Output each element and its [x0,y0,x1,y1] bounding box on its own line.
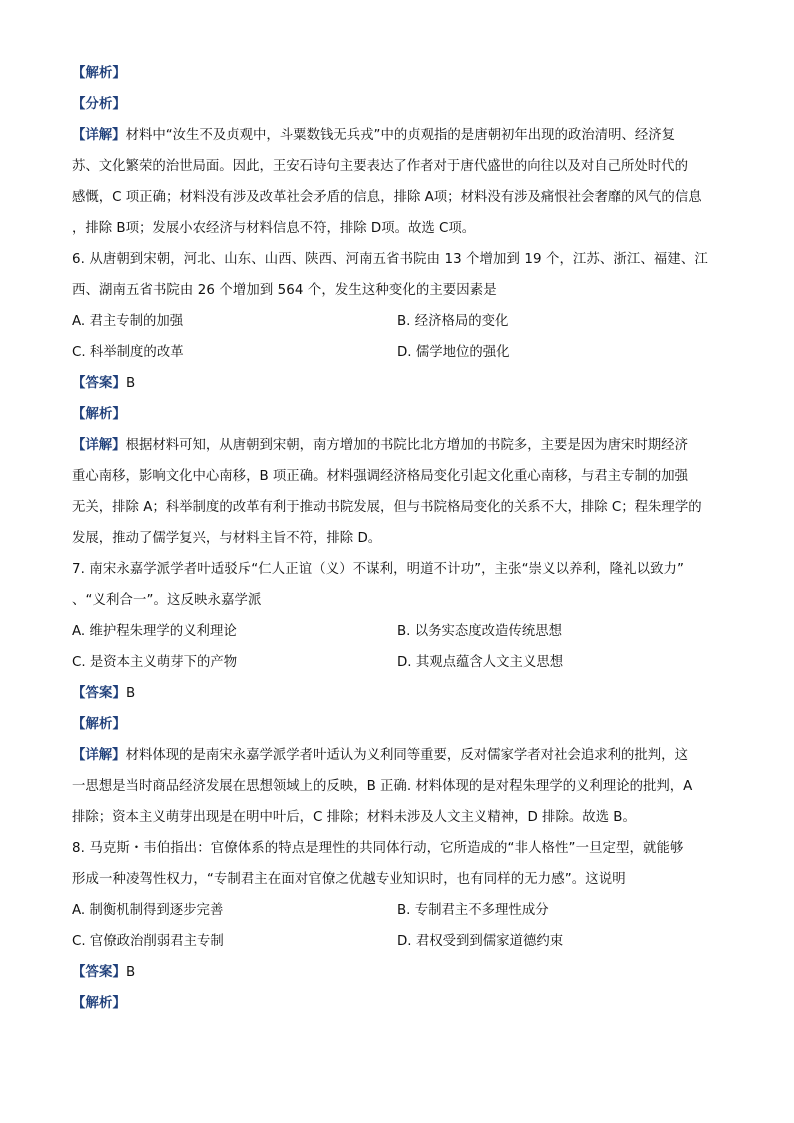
detail-line: 重心南移，影响文化中心南移，B 项正确。材料强调经济格局变化引起文化重心南移，与君主专制的加强 [72,469,689,484]
detail-line: 一思想是当时商品经济发展在思想领域上的反映，B 正确. 材料体现的是对程朱理学的义利理论的批判，A [72,779,693,794]
answer-line [72,368,724,399]
answer-line [72,957,724,988]
option-a: A. 制衡机制得到逐步完善 [72,903,224,918]
answer-line [72,678,724,709]
options-row [72,926,724,957]
options-row [72,306,724,337]
detail-line [72,120,724,151]
option-d: D. 其观点蕴含人文主义思想 [397,655,564,670]
options-row [72,647,724,678]
question-stem: 、“义利合一”。这反映永嘉学派 [72,593,262,608]
analysis-label: 【解析】 [72,717,126,732]
answer-value: B [125,376,136,391]
option-c: C. 官僚政治削弱君主专制 [72,934,224,949]
detail-line: 发展，推动了儒学复兴，与材料主旨不符，排除 D。 [72,531,382,546]
answer-label: 【答案】 [72,965,126,980]
answer-value: B [125,965,136,980]
detail-line: 排除；资本主义萌芽出现是在明中叶后，C 排除；材料未涉及人文主义精神，D 排除。故选 B。 [72,810,636,825]
detail-label: 【详解】 [72,438,126,453]
detail-text: 材料中“汝生不及贞观中，斗粟数钱无兵戎”中的贞观指的是唐朝初年出现的政治清明、经济复 [125,128,676,143]
fenxi-label: 【分析】 [72,97,126,112]
question-stem: 7. 南宋永嘉学派学者叶适驳斥“仁人正谊（义）不谋利，明道不计功”，主张“崇义以养利，隆礼以致力” [72,562,685,577]
detail-line: 苏、文化繁荣的治世局面。因此，王安石诗句主要表达了作者对于唐代盛世的向往以及对自己所处时代的 [72,159,688,174]
option-d: D. 儒学地位的强化 [397,345,510,360]
detail-line [72,430,724,461]
detail-line: ，排除 B项；发展小农经济与材料信息不符，排除 D项。故选 C项。 [72,221,476,236]
option-a: A. 君主专制的加强 [72,314,184,329]
detail-label: 【详解】 [72,128,126,143]
detail-line [72,740,724,771]
answer-label: 【答案】 [72,686,126,701]
option-d: D. 君权受到到儒家道德约束 [397,934,564,949]
analysis-label: 【解析】 [72,996,126,1011]
answer-value: B [125,686,136,701]
detail-text: 材料体现的是南宋永嘉学派学者叶适认为义利同等重要，反对儒家学者对社会追求利的批判，这 [125,748,688,763]
detail-label: 【详解】 [72,748,126,763]
option-b: B. 专制君主不多理性成分 [397,903,549,918]
answer-label: 【答案】 [72,376,126,391]
question-stem: 6. 从唐朝到宋朝，河北、山东、山西、陕西、河南五省书院由 13 个增加到 19 个，江苏、浙江、福建、江 [72,252,708,267]
question-stem: 西、湖南五省书院由 26 个增加到 564 个，发生这种变化的主要因素是 [72,283,497,298]
detail-line: 感慨，C 项正确；材料没有涉及改革社会矛盾的信息，排除 A项；材料没有涉及痛恨社会奢靡的风气的信息 [72,190,702,205]
analysis-label: 【解析】 [72,407,126,422]
option-c: C. 科举制度的改革 [72,345,184,360]
question-stem: 形成一种凌驾性权力，“专制君主在面对官僚之优越专业知识时，也有同样的无力感”。这说明 [72,872,626,887]
question-stem: 8. 马克斯・韦伯指出：官僚体系的特点是理性的共同体行动，它所造成的“非人格性”一旦定型，就能够 [72,841,684,856]
option-a: A. 维护程朱理学的义利理论 [72,624,237,639]
option-b: B. 以务实态度改造传统思想 [397,624,562,639]
options-row [72,895,724,926]
option-b: B. 经济格局的变化 [397,314,509,329]
detail-text: 根据材料可知，从唐朝到宋朝，南方增加的书院比北方增加的书院多，主要是因为唐宋时期经济 [125,438,688,453]
document-page [72,58,724,1019]
options-row [72,337,724,368]
options-row [72,616,724,647]
analysis-label: 【解析】 [72,66,126,81]
detail-line: 无关，排除 A；科举制度的改革有利于推动书院发展，但与书院格局变化的关系不大，排除 C；程朱理学的 [72,500,702,515]
option-c: C. 是资本主义萌芽下的产物 [72,655,238,670]
